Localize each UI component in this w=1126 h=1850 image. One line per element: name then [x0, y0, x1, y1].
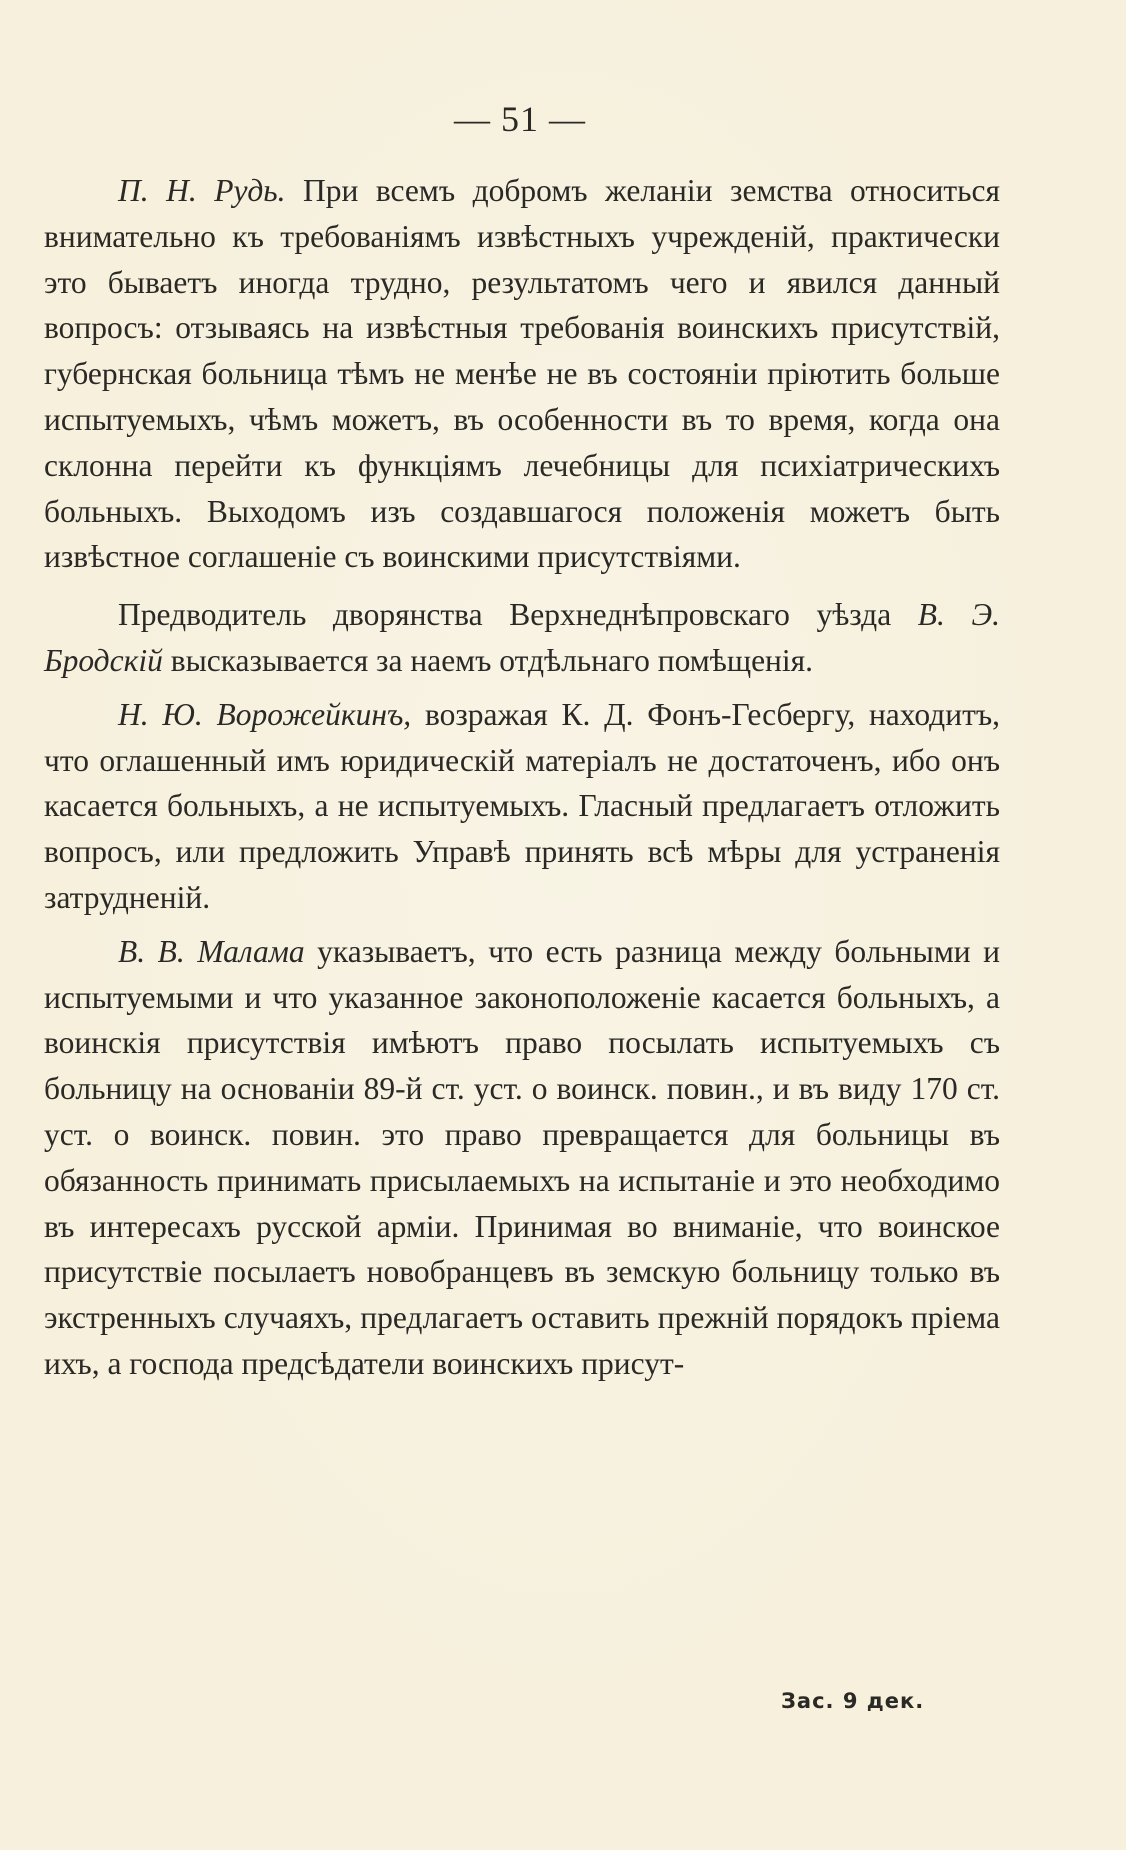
page-number: — 51 —	[454, 99, 586, 139]
speaker-vorozheikin: Н. Ю. Ворожейкинъ,	[118, 696, 412, 732]
speaker-malama: В. В. Малама	[118, 933, 305, 969]
paragraph-brodsky-text: высказывается за наемъ отдѣльнаго помѣщенія.	[162, 642, 814, 678]
paragraph-brodsky-intro: Предводитель дворянства Верхнеднѣпровскаго уѣзда	[118, 597, 918, 633]
paragraph-malama	[44, 929, 1000, 1387]
paragraph-rud-text: При всемъ добромъ желаніи земства относиться внимательно къ требованіямъ извѣстныхъ учрежденій, практически это бываетъ иногда трудно, результатомъ чего и явился данный вопросъ: отзываясь на извѣстныя требованія воинскихъ присутствій, губернская больница тѣмъ не менѣе не въ состояніи пріютить больше испытуемыхъ, чѣмъ можетъ, въ особенности въ то время, когда она склонна перейти къ функціямъ лечебницы для психіатрическихъ больныхъ. Выходомъ изъ создавшагося положенія можетъ быть извѣстное соглашеніе съ воинскими присутствіями.	[44, 173, 1000, 575]
document-body	[44, 168, 1000, 1387]
paragraph-vorozheikin	[44, 692, 1000, 921]
paragraph-rud	[44, 168, 1000, 580]
paragraph-malama-text: указываетъ, что есть разница между больными и испытуемыми и что указанное законоположеніе касается больныхъ, а воинскія присутствія имѣютъ право посылать испытуемыхъ съ больницу на основаніи 89-й ст. уст. о воинск. повин., и въ виду 170 ст. уст. о воинск. повин. это право превращается для больницы въ обязанность принимать присылаемыхъ на испытаніе и это необходимо въ интересахъ русской арміи. Принимая во вниманіе, что воинское присутствіе посылаетъ новобранцевъ въ земскую больницу только въ экстренныхъ случаяхъ, предлагаетъ оставить прежній порядокъ пріема ихъ, а господа предсѣдатели воинскихъ присут-	[44, 933, 1001, 1381]
speaker-brodsky: В. Э. Бродскій	[44, 597, 1000, 678]
signature-footer: Зас. 9 дек.	[781, 1689, 925, 1713]
paragraph-vorozheikin-text: возражая К. Д. Фонъ-Гесбергу, находитъ, что оглашенный имъ юридическій матеріалъ не достаточенъ, ибо онъ касается больныхъ, а не испытуемыхъ. Гласный предлагаетъ отложить вопросъ, или предложить Управѣ принять всѣ мѣры для устраненія затрудненій.	[44, 696, 1000, 915]
speaker-rud: П. Н. Рудь.	[118, 173, 286, 208]
paragraph-brodsky	[44, 592, 1000, 684]
